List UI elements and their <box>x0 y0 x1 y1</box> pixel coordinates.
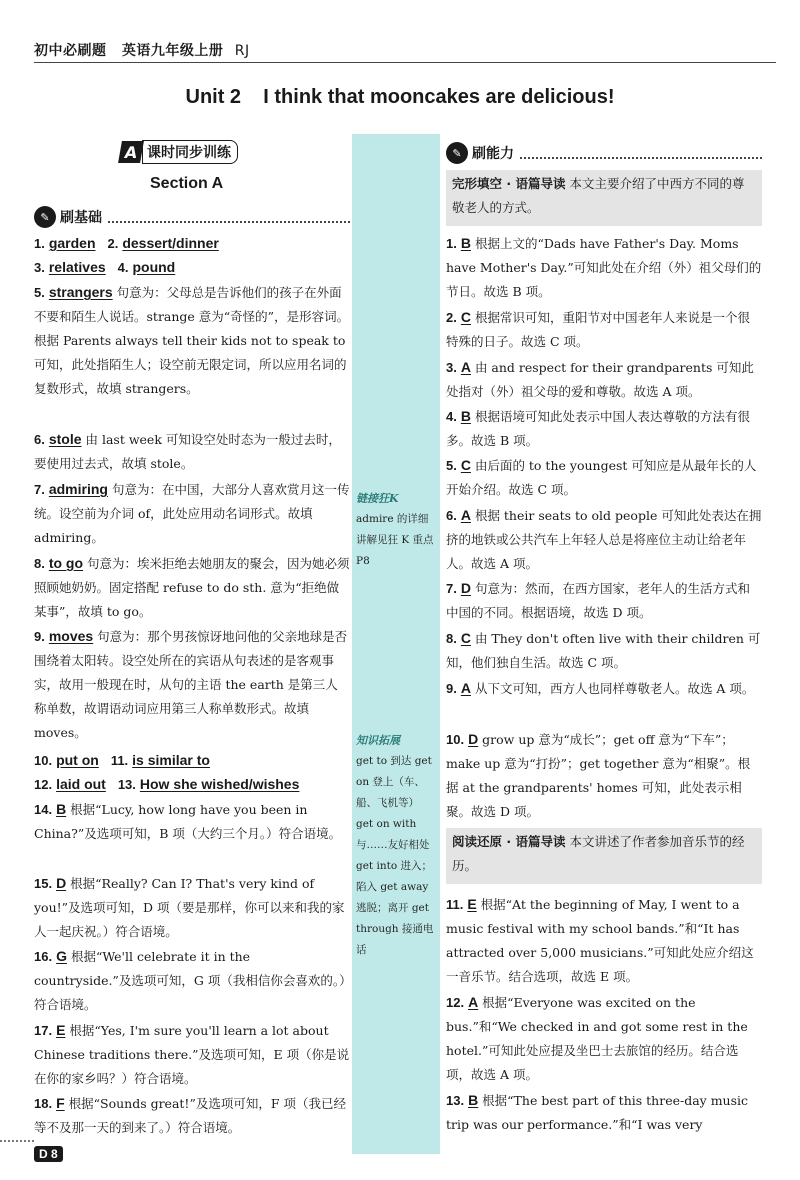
knowledge-note <box>356 730 438 961</box>
item-number: 12. <box>34 777 53 792</box>
section-pill <box>120 140 238 164</box>
item-explanation: 根据“The best part of this three-day music trip was our performance.”和“I was very <box>446 1093 749 1132</box>
item-answer: is similar to <box>132 752 210 768</box>
book-name: 初中必刷题 <box>34 43 107 59</box>
edition-label: RJ <box>234 43 250 59</box>
item-answer: F <box>56 1095 65 1111</box>
item-number: 10. <box>34 753 53 768</box>
item-answer: A <box>460 507 471 523</box>
item-number: 11. <box>110 753 129 768</box>
item-answer: stole <box>48 431 82 447</box>
item-answer: put on <box>56 752 99 768</box>
section-pill-label: 课时同步训练 <box>142 140 238 164</box>
item-explanation: 根据“Everyone was excited on the bus.”和“We checked in and got some rest in the hotel.”可知此处应提及坐巴士去旅馆的经历。结合选项，故选 A 项。 <box>446 995 748 1082</box>
cloze-item-5 <box>446 453 762 502</box>
header-divider <box>34 62 776 63</box>
subject-name: 英语九年级上册 <box>121 43 224 59</box>
item-answer: B <box>460 235 471 251</box>
item-number: 9. <box>446 681 457 696</box>
item-number: 3. <box>34 260 45 275</box>
item-number: 4. <box>117 260 129 275</box>
item-answer: E <box>56 1022 66 1038</box>
item-number: 3. <box>446 360 457 375</box>
section-letter-badge: A <box>118 141 144 163</box>
item-answer: D <box>460 580 471 596</box>
brush-icon: ✎ <box>446 142 468 164</box>
basic-practice-label: 刷基础 <box>60 210 102 226</box>
item-answer: C <box>460 457 471 473</box>
answer-row-12-13 <box>34 772 350 797</box>
item-explanation: 由 They don't often live with their children 可知，他们独自生活。故选 C 项。 <box>446 631 761 670</box>
answer-item-5 <box>34 280 350 401</box>
item-answer: relatives <box>48 259 106 275</box>
item-number: 2. <box>107 236 119 251</box>
item-answer: D <box>56 875 67 891</box>
knowledge-note-text: get to 到达 get on 登上（车、船、飞机等） get on with 与……友好相处 get into 进入；陷入 get away 逃脱；离开 get through 接通电话 <box>356 755 434 956</box>
knowledge-note-tag: 知识拓展 <box>356 734 400 747</box>
reading-item-12 <box>446 990 762 1087</box>
item-explanation: 句意为：父母总是告诉他们的孩子在外面不要和陌生人说话。strange 意为“奇怪的”，是形容词。根据 Parents always tell their kids not to speak to 可知，此处指陌生人；设空前无限定词，所以应用名词的复数形式，故填 strangers。 <box>34 285 350 396</box>
item-answer: dessert/dinner <box>122 235 219 251</box>
answer-item-17 <box>34 1018 350 1091</box>
item-explanation: 根据“Lucy, how long have you been in China?”及选项可知，B 项（大约三个月。）符合语境。 <box>34 802 342 841</box>
answer-row-1-2 <box>34 231 350 256</box>
link-note-text: admire 的详细讲解见狂 K 重点 P8 <box>356 513 434 567</box>
item-number: 18. <box>34 1096 53 1111</box>
item-number: 17. <box>34 1023 53 1038</box>
answer-row-10-11 <box>34 748 350 773</box>
cloze-guide-text: 本文主要介绍了中西方不同的尊敬老人的方式。 <box>452 176 745 215</box>
item-explanation: 根据上文的“Dads have Father's Day. Moms have Mother's Day.”可知此处在介绍（外）祖父母们的节日。故选 B 项。 <box>446 236 762 299</box>
item-answer: moves <box>48 628 94 644</box>
brush-icon: ✎ <box>34 206 56 228</box>
item-number: 8. <box>34 556 45 571</box>
cloze-item-9 <box>446 676 762 701</box>
cloze-item-1 <box>446 231 762 304</box>
item-explanation: 句意为：在中国，大部分人喜欢赏月这一传统。设空前为介词 of，此处应用动名词形式。故填 admiring。 <box>34 482 350 545</box>
item-answer: A <box>460 359 471 375</box>
item-answer: B <box>56 801 67 817</box>
item-answer: G <box>56 948 67 964</box>
item-number: 5. <box>34 285 45 300</box>
item-answer: E <box>467 896 477 912</box>
item-number: 16. <box>34 949 53 964</box>
page-number: D 8 <box>34 1146 63 1162</box>
item-number: 4. <box>446 409 457 424</box>
item-answer: admiring <box>48 481 108 497</box>
answer-item-7 <box>34 477 350 550</box>
cloze-item-10 <box>446 727 762 824</box>
cloze-item-7 <box>446 576 762 625</box>
item-number: 7. <box>34 482 45 497</box>
footer-dotted-rule <box>0 1140 34 1142</box>
dotted-rule <box>520 147 762 159</box>
link-note <box>356 488 438 572</box>
item-explanation: 根据语境可知此处表示中国人表达尊敬的方法有很多。故选 B 项。 <box>446 409 750 448</box>
item-explanation: 由 last week 可知设空处时态为一般过去时，要使用过去式，故填 stole。 <box>34 432 341 471</box>
basic-practice-heading <box>34 206 350 228</box>
item-answer: to go <box>48 555 84 571</box>
item-number: 6. <box>446 508 457 523</box>
reading-guide-label: 阅读还原 · 语篇导读 <box>452 834 566 849</box>
item-answer: C <box>460 309 471 325</box>
cloze-item-4 <box>446 404 762 453</box>
item-answer: pound <box>132 259 176 275</box>
reading-guide-text: 本文讲述了作者参加音乐节的经历。 <box>452 834 745 873</box>
item-number: 13. <box>117 777 136 792</box>
item-number: 7. <box>446 581 457 596</box>
item-explanation: 根据 their seats to old people 可知此处表达在拥挤的地铁或公共汽车上年轻人总是将座位主动让给老年人。故选 A 项。 <box>446 508 762 571</box>
cloze-item-8 <box>446 626 762 675</box>
item-answer: D <box>468 731 479 747</box>
item-answer: B <box>460 408 471 424</box>
item-explanation: 根据“At the beginning of May, I went to a music festival with my school bands.”和“It has attracted over 5,000 musicians.”可知此处应介绍这一音乐节。结合选项，故选 E 项。 <box>446 897 754 984</box>
cloze-item-6 <box>446 503 762 576</box>
item-number: 8. <box>446 631 457 646</box>
item-number: 15. <box>34 876 53 891</box>
item-number: 10. <box>446 732 465 747</box>
item-explanation: 根据常识可知，重阳节对中国老年人来说是一个很特殊的日子。故选 C 项。 <box>446 310 750 349</box>
ability-label: 刷能力 <box>472 146 514 162</box>
item-number: 14. <box>34 802 53 817</box>
item-explanation: 根据“We'll celebrate it in the countryside.”及选项可知，G 项（我相信你会喜欢的。）符合语境。 <box>34 949 346 1012</box>
reading-item-11 <box>446 892 762 989</box>
cloze-item-2 <box>446 305 762 354</box>
item-explanation: 根据“Really? Can I? That's very kind of you!”及选项可知，D 项（要是那样，你可以来和我的家人一起庆祝。）符合语境。 <box>34 876 345 939</box>
item-explanation: grow up 意为“成长”；get off 意为“下车”；make up 意为“打扮”；get together 意为“相聚”。根据 at the grandparents' homes 可知，此处表示相聚。故选 D 项。 <box>446 732 751 819</box>
section-heading: Section A <box>150 175 224 192</box>
dotted-rule <box>108 211 350 223</box>
item-answer: C <box>460 630 471 646</box>
item-explanation: 句意为：那个男孩惊讶地问他的父亲地球是否围绕着太阳转。设空处所在的宾语从句表述的是客观事实，故用一般现在时，从句的主语 the earth 是第三人称单数，故谓语动词应用第三人称单数形式。故填 moves。 <box>34 629 348 740</box>
item-explanation: 句意为：埃米拒绝去她朋友的聚会，因为她必须照顾她奶奶。固定搭配 refuse to do sth. 意为“拒绝做某事”，故填 to go。 <box>34 556 350 619</box>
link-note-tag: 链接狂K <box>356 492 399 505</box>
side-note-column <box>352 134 440 1154</box>
item-number: 1. <box>446 236 457 251</box>
item-explanation: 根据“Sounds great!”及选项可知，F 项（我已经等不及那一天的到来了。）符合语境。 <box>34 1096 346 1135</box>
item-number: 5. <box>446 458 457 473</box>
answer-item-14 <box>34 797 350 846</box>
answer-row-3-4 <box>34 255 350 280</box>
item-answer: How she wished/wishes <box>139 776 300 792</box>
item-number: 2. <box>446 310 457 325</box>
answer-item-6 <box>34 427 350 476</box>
item-answer: A <box>460 680 471 696</box>
item-number: 12. <box>446 995 465 1010</box>
item-number: 11. <box>446 897 464 912</box>
cloze-item-3 <box>446 355 762 404</box>
running-header <box>34 40 250 60</box>
item-explanation: 由后面的 to the youngest 可知应是从最年长的人开始介绍。故选 C 项。 <box>446 458 757 497</box>
answer-item-9 <box>34 624 350 745</box>
item-explanation: 从下文可知，西方人也同样尊敬老人。故选 A 项。 <box>474 681 755 696</box>
item-explanation: 句意为：然而，在西方国家，老年人的生活方式和中国的不同。根据语境，故选 D 项。 <box>446 581 750 620</box>
cloze-guide-label: 完形填空 · 语篇导读 <box>452 176 566 191</box>
item-explanation: 根据“Yes, I'm sure you'll learn a lot about Chinese traditions there.”及选项可知，E 项（你是说在你的家乡吗？）符合语境。 <box>34 1023 350 1086</box>
answer-item-15 <box>34 871 350 944</box>
cloze-guide-band <box>446 170 762 226</box>
item-answer: laid out <box>56 776 106 792</box>
answer-item-16 <box>34 944 350 1017</box>
item-number: 13. <box>446 1093 465 1108</box>
reading-item-13 <box>446 1088 762 1137</box>
ability-heading <box>446 142 762 164</box>
item-explanation: 由 and respect for their grandparents 可知此处指对（外）祖父母的爱和尊敬。故选 A 项。 <box>446 360 754 399</box>
answer-item-8 <box>34 551 350 624</box>
item-number: 1. <box>34 236 45 251</box>
item-answer: A <box>468 994 479 1010</box>
unit-title: Unit 2 I think that mooncakes are delicious! <box>185 86 615 108</box>
item-number: 9. <box>34 629 45 644</box>
item-answer: garden <box>48 235 96 251</box>
item-number: 6. <box>34 432 45 447</box>
answer-item-18 <box>34 1091 350 1140</box>
item-answer: B <box>468 1092 479 1108</box>
item-answer: strangers <box>48 284 113 300</box>
reading-guide-band <box>446 828 762 884</box>
